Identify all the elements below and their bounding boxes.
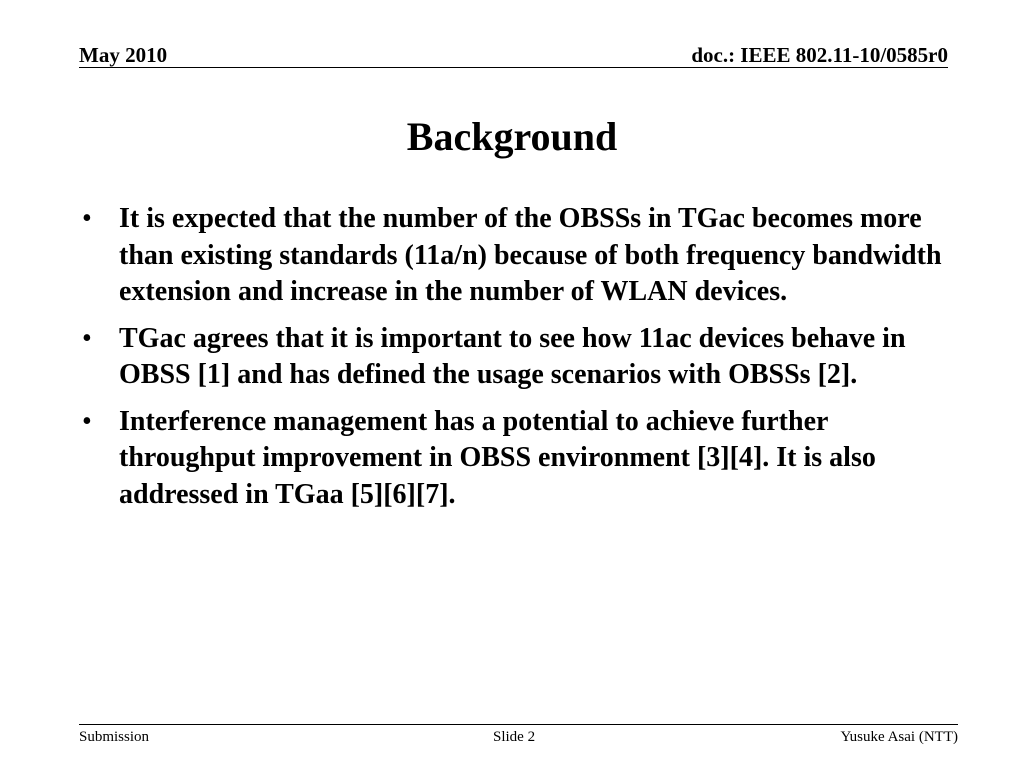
bullet-item bbox=[82, 404, 942, 514]
bullet-marker: • bbox=[82, 203, 92, 234]
bullet-list bbox=[82, 201, 942, 523]
bullet-item bbox=[82, 321, 942, 394]
footer-submission: Submission bbox=[79, 729, 150, 745]
header-divider bbox=[79, 67, 948, 68]
slide-title: Background bbox=[406, 114, 618, 159]
footer-author: Yusuke Asai (NTT) bbox=[840, 729, 958, 745]
bullet-text: Interference management has a potential to achieve further throughput improvement in OBSS environment [3][4]. It is also addressed in TGaa [5][6][7]. bbox=[119, 405, 876, 510]
bullet-marker: • bbox=[82, 405, 92, 437]
bullet-text: TGac agrees that it is important to see how 11ac devices behave in OBSS [1] and has defined the usage scenarios with OBSSs [2]. bbox=[119, 322, 906, 390]
bullet-item bbox=[82, 201, 942, 311]
header-date: May 2010 bbox=[79, 43, 168, 67]
bullet-text: It is expected that the number of the OBSSs in TGac becomes more than existing standards (11a/n) because of both frequency bandwidth extension and increase in the number of WLAN devices. bbox=[119, 203, 942, 307]
header-doc-id: doc.: IEEE 802.11-10/0585r0 bbox=[691, 43, 948, 67]
footer-slide-number: Slide 2 bbox=[493, 729, 536, 745]
bullet-marker: • bbox=[82, 322, 92, 354]
footer-divider bbox=[79, 724, 958, 725]
